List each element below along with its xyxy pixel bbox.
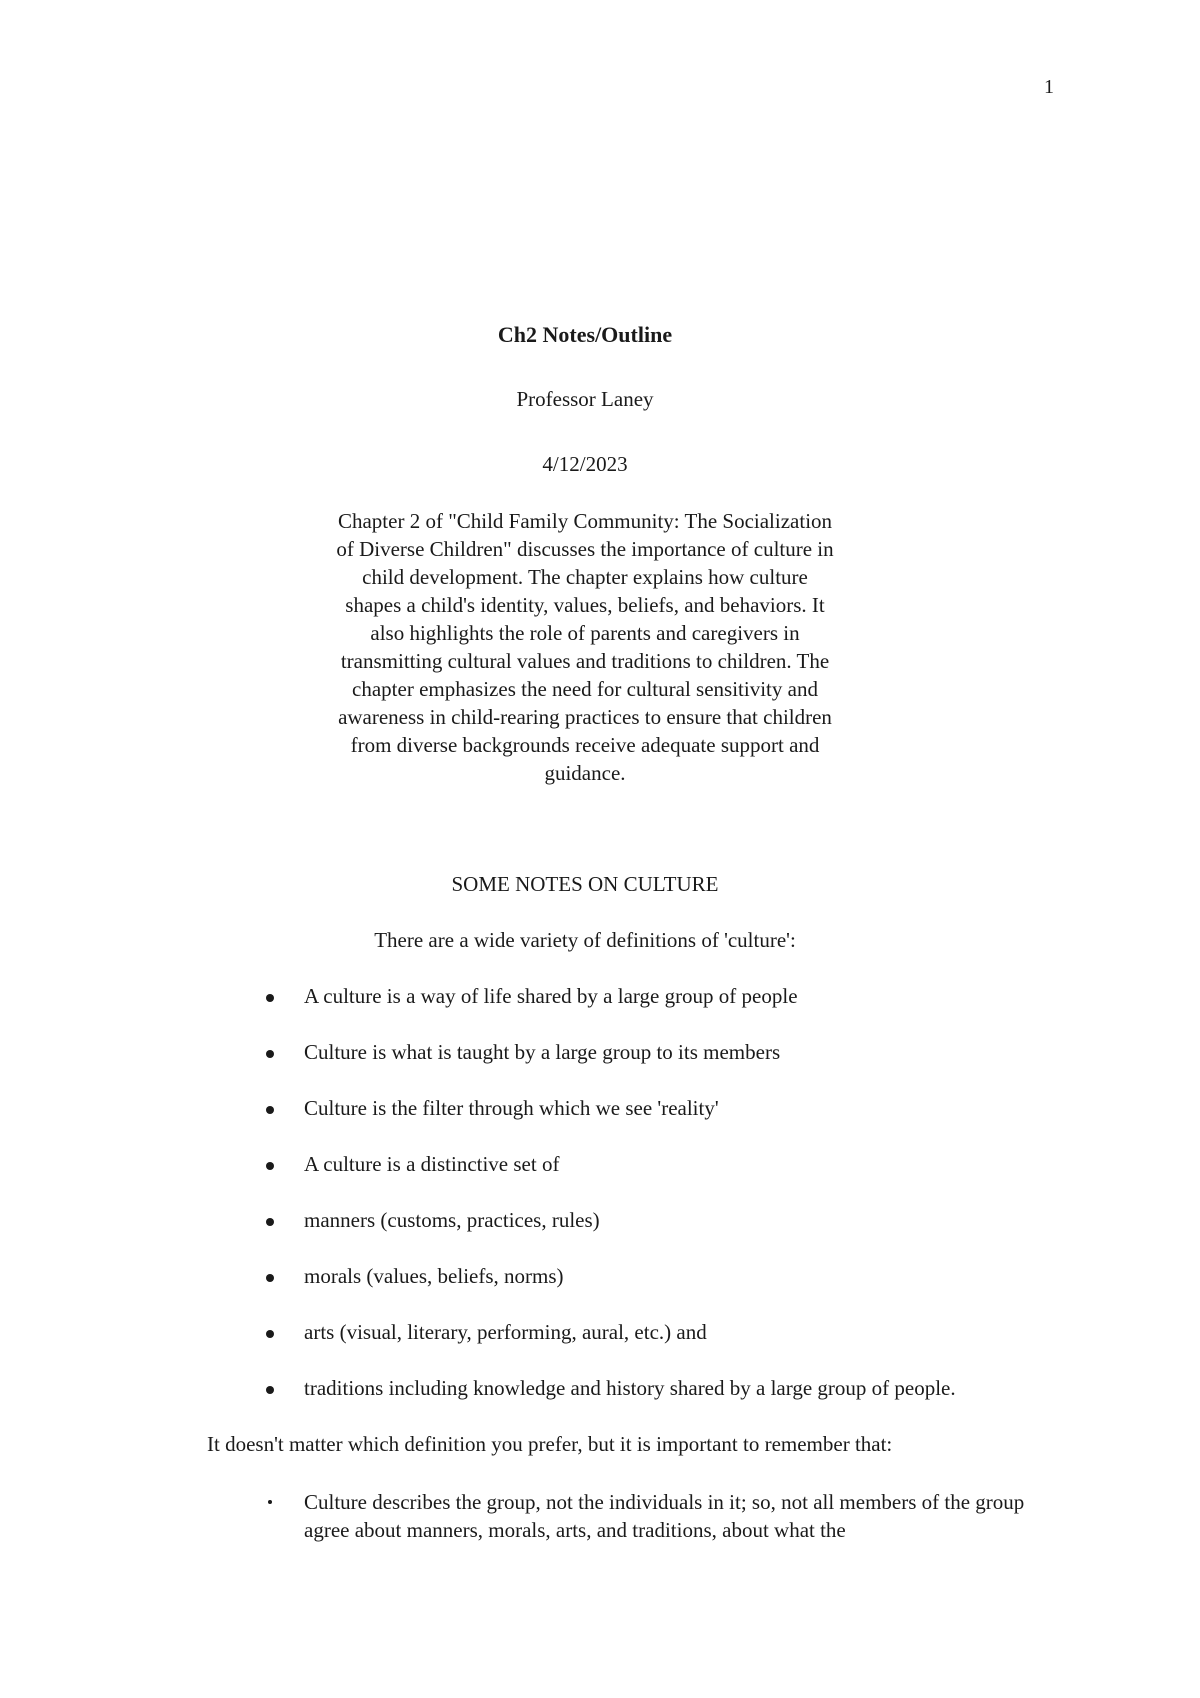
- bullet-icon: [266, 1274, 274, 1282]
- bullet-icon: [266, 994, 274, 1002]
- list-item: [0, 1488, 1170, 1544]
- page-number: 1: [1044, 76, 1054, 98]
- bullet-icon: [266, 1050, 274, 1058]
- list-item-text: A culture is a distinctive set of: [304, 1152, 560, 1176]
- definitions-list: [0, 984, 1170, 1432]
- list-item: [0, 1264, 1170, 1320]
- section-heading: SOME NOTES ON CULTURE: [451, 872, 719, 896]
- definitions-intro: There are a wide variety of definitions of 'culture':: [374, 928, 796, 952]
- list-item-text: traditions including knowledge and history shared by a large group of people.: [304, 1376, 956, 1400]
- list-item-text: Culture describes the group, not the individuals in it; so, not all members of the group agree about manners, morals, arts, and traditions, about what the: [304, 1490, 1025, 1542]
- list-item: [0, 1376, 1170, 1432]
- professor-name: Professor Laney: [516, 387, 654, 411]
- bullet-icon: [266, 1218, 274, 1226]
- bullet-icon: [266, 1162, 274, 1170]
- closing-statement: It doesn't matter which definition you prefer, but it is important to remember that:: [207, 1432, 893, 1456]
- list-item: [0, 1152, 1170, 1208]
- list-item-text: A culture is a way of life shared by a large group of people: [304, 984, 798, 1008]
- list-item-text: manners (customs, practices, rules): [304, 1208, 600, 1232]
- bullet-icon: [266, 1106, 274, 1114]
- bullet-icon: [268, 1500, 272, 1504]
- list-item: [0, 1208, 1170, 1264]
- bullet-icon: [266, 1330, 274, 1338]
- page-title: Ch2 Notes/Outline: [497, 322, 673, 347]
- list-item-text: Culture is what is taught by a large group to its members: [304, 1040, 781, 1064]
- list-item: [0, 1320, 1170, 1376]
- list-item: [0, 1096, 1170, 1152]
- list-item: [0, 984, 1170, 1040]
- chapter-summary: Chapter 2 of "Child Family Community: The Socialization of Diverse Children" discusses the importance of culture in child development. The chapter explains how culture shapes a child's identity, values, beliefs, and behaviors. It also highlights the role of parents and caregivers in transmitting cultural values and traditions to children. The chapter emphasizes the need for cultural sensitivity and awareness in child-rearing practices to ensure that children from diverse backgrounds receive adequate support and guidance.: [336, 509, 834, 785]
- document-date: 4/12/2023: [542, 452, 628, 476]
- list-item: [0, 1040, 1170, 1096]
- remember-list: [0, 1488, 1170, 1544]
- bullet-icon: [266, 1386, 274, 1394]
- list-item-text: arts (visual, literary, performing, aural, etc.) and: [304, 1320, 707, 1344]
- list-item-text: Culture is the filter through which we see 'reality': [304, 1096, 719, 1120]
- list-item-text: morals (values, beliefs, norms): [304, 1264, 564, 1288]
